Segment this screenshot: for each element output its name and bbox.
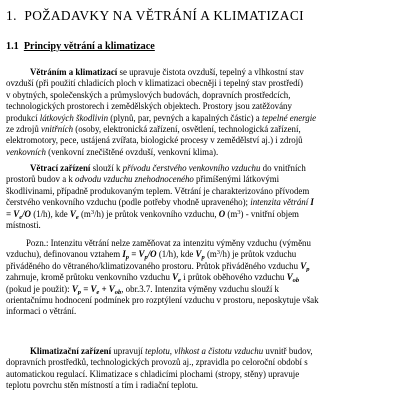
term: Větrací zařízení	[30, 163, 91, 173]
section-number: 1.1	[6, 41, 19, 52]
section-title: Principy větrání a klimatizace	[23, 41, 155, 52]
chapter-title: POŽADAVKY NA VĚTRÁNÍ A KLIMATIZACI	[24, 8, 305, 23]
paragraph-ventilation-device: Větrací zařízení slouží k přívodu čerstvého venkovního vzduchu do vnitřních prostorů budov a k odvodu vzduchu znehodnoceného přimíšenými látkovými škodlivinami, případně produkovaným teplem. Větrání je charakterizováno přívodem čerstvého venkovního vzduchu (podle potřeby vhodně upraveného); intenzita větrání I = $V_e/O$ (1/h), kde $V_e$ $(m^3/h)$ je průtok venkovního vzduchu, O $(m^3)$ - vnitřní objem místnosti.	[6, 163, 314, 231]
chapter-heading	[6, 8, 304, 24]
term: Větráním a klimatizací	[30, 67, 118, 77]
paragraph-ventilation-climatization: Větráním a klimatizací se upravuje čistota ovzduší, tepelný a vlhkostní stav ovzduší (při použití chladicích ploch v klimatizaci obecněji i tepelný stav prostředí) v obytných, společenských a průmyslových budovách, dopravních prostředcích, technologických prostorech i zemědělských objektech. Prostory jsou zatěžovány produkcí látkových škodlivin (plynů, par, pevných a kapalných částic) a tepelné energie ze zdrojů vnitřních (osoby, elektronická zařízení, osvětlení, technologická zařízení, elektromotory, pece, ustájená zvířata, biologické procesy v zemědělství aj.) i zdrojů venkovních (venkovní znečištěné ovzduší, venkovní klima).	[6, 67, 317, 157]
chapter-number: 1.	[6, 8, 17, 23]
section-heading	[6, 41, 155, 52]
paragraph-note: Pozn.: Intenzitu větrání nelze zaměňovat za intenzitu výměny vzduchu (výměnu vzduchu), definovanou vztahem $I_p = V_p/O$ (1/h), kde $V_p$ $(m^3/h)$ je průtok vzduchu přiváděného do větraného/klimatizovaného prostoru. Průtok přiváděného vzduchu $V_p$ zahrnuje, kromě průtoku venkovního vzduchu $V_e$ i průtok oběhového vzduchu $V_{ob}$ (pokud je použit): $V_p = V_e + V_{ob}$, obr.3.7. Intenzita výměny vzduchu slouží k orientačnímu hodnocení podmínek pro rozptýlení vzduchu v prostoru, neposkytuje však informaci o větrání.	[6, 238, 319, 317]
term: Klimatizační zařízení	[30, 346, 112, 356]
paragraph-climatization-device: Klimatizační zařízení upravují teplotu, vlhkost a čistotu vzduchu uvnitř budov, dopravních prostředků, technologických provozů aj., zpravidla po celoroční období s automatickou regulací. Klimatizace s chladicími plochami (stropy, stěny) upravuje teplotu povrchu stěn místností a tím i radiační teplotu.	[6, 346, 313, 391]
